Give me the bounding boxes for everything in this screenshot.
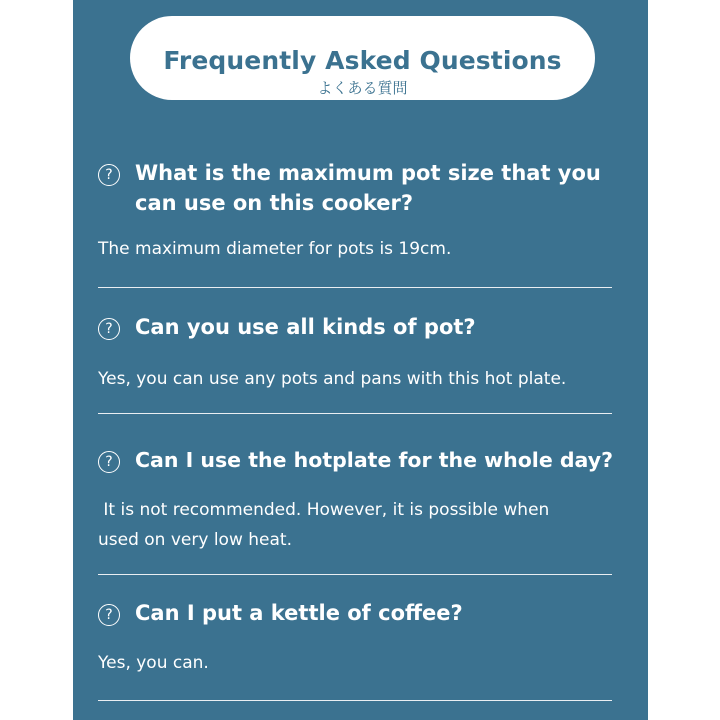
faq-question: What is the maximum pot size that you can use on this cooker? (135, 161, 601, 215)
faq-divider (98, 700, 612, 701)
faq-question-row (98, 598, 612, 628)
faq-item (98, 445, 612, 555)
faq-answer: Yes, you can use any pots and pans with this hot plate. (98, 369, 567, 389)
faq-answer: Yes, you can. (98, 653, 209, 673)
faq-item (98, 312, 612, 394)
faq-header (130, 16, 595, 100)
faq-panel (73, 0, 648, 720)
question-circle-icon: ? (98, 451, 120, 473)
faq-answer: The maximum diameter for pots is 19cm. (98, 239, 452, 259)
faq-divider (98, 413, 612, 414)
faq-item (98, 598, 612, 678)
page-title: Frequently Asked Questions (163, 46, 562, 75)
page-subtitle: よくある質問 (317, 79, 408, 97)
question-circle-icon: ? (98, 318, 120, 340)
faq-question: Can I use the hotplate for the whole day? (135, 448, 613, 472)
faq-answer: It is not recommended. However, it is possible when used on very low heat. (98, 500, 555, 550)
question-circle-icon: ? (98, 164, 120, 186)
faq-question-row (98, 312, 612, 342)
faq-item (98, 158, 612, 264)
faq-question: Can you use all kinds of pot? (135, 315, 476, 339)
faq-divider (98, 287, 612, 288)
question-circle-icon: ? (98, 604, 120, 626)
faq-question-row (98, 158, 612, 218)
faq-question: Can I put a kettle of coffee? (135, 601, 463, 625)
faq-question-row (98, 445, 612, 475)
faq-divider (98, 574, 612, 575)
